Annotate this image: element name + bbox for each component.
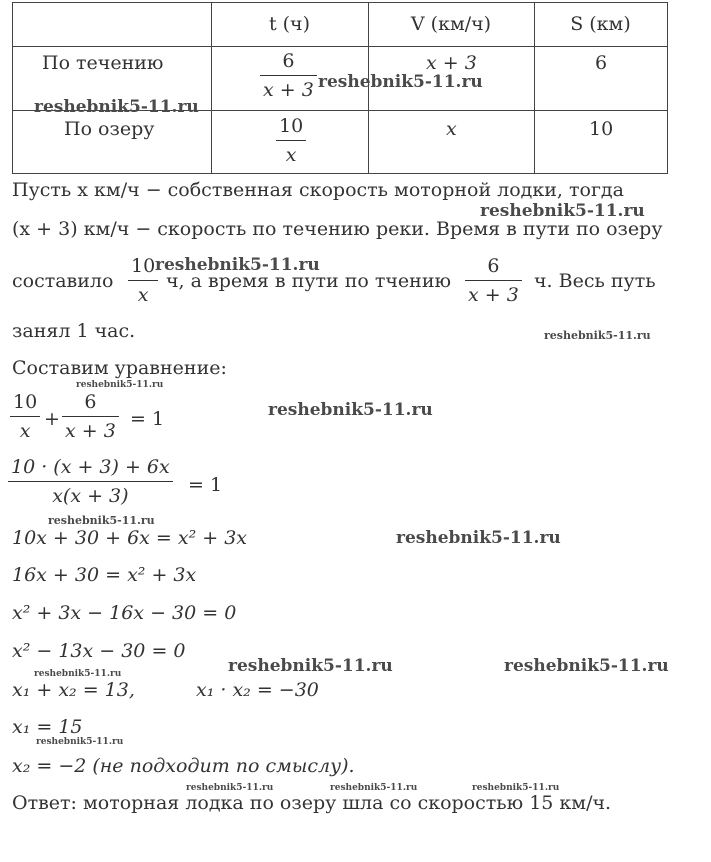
text-line-5: Составим уравнение: bbox=[12, 357, 227, 379]
text-fraction-downstream-time: 6 x + 3 bbox=[465, 256, 522, 306]
watermark: reshebnik5-11.ru bbox=[48, 514, 155, 527]
eq1-fraction-1: 10 x bbox=[10, 392, 40, 442]
eq1-rhs: = 1 bbox=[130, 408, 165, 430]
watermark: reshebnik5-11.ru bbox=[480, 201, 645, 221]
row2-speed: x bbox=[446, 118, 457, 140]
header-v: V (км/ч) bbox=[410, 13, 492, 35]
table-border-left bbox=[12, 2, 13, 174]
eq7-vieta-sum: x₁ + x₂ = 13, bbox=[12, 679, 135, 701]
eq2-fraction: 10 · (x + 3) + 6x x(x + 3) bbox=[8, 457, 173, 507]
eq9-root-2: x₂ = −2 (не подходит по смыслу). bbox=[12, 755, 355, 777]
eq2-rhs: = 1 bbox=[188, 474, 223, 496]
eq1-plus: + bbox=[44, 408, 60, 430]
eq3: 10x + 30 + 6x = x² + 3x bbox=[12, 527, 248, 549]
watermark: reshebnik5-11.ru bbox=[76, 380, 164, 390]
eq8-root-1: x₁ = 15 bbox=[12, 716, 83, 738]
table-border-right bbox=[667, 2, 668, 174]
watermark: reshebnik5-11.ru bbox=[34, 97, 199, 117]
header-s: S (км) bbox=[570, 13, 631, 35]
text-line-3a: составило bbox=[12, 270, 114, 292]
text-line-4: занял 1 час. bbox=[12, 320, 136, 342]
watermark: reshebnik5-11.ru bbox=[155, 255, 320, 275]
header-t: t (ч) bbox=[268, 13, 311, 35]
text-fraction-lake-time: 10 x bbox=[128, 256, 158, 306]
eq6: x² − 13x − 30 = 0 bbox=[12, 640, 186, 662]
row1-distance: 6 bbox=[595, 52, 608, 74]
row1-speed: x + 3 bbox=[426, 52, 477, 74]
eq5: x² + 3x − 16x − 30 = 0 bbox=[12, 602, 237, 624]
answer-line: Ответ: моторная лодка по озеру шла со скоростью 15 км/ч. bbox=[12, 792, 612, 814]
row2-time-fraction: 10 x bbox=[276, 116, 306, 166]
watermark: reshebnik5-11.ru bbox=[228, 656, 393, 676]
text-line-3c: ч. Весь путь bbox=[534, 270, 656, 292]
row1-time-fraction: 6 x + 3 bbox=[260, 51, 317, 101]
row-label-lake: По озеру bbox=[64, 118, 155, 140]
text-line-1: Пусть x км/ч − собственная скорость моторной лодки, тогда bbox=[12, 179, 624, 201]
watermark: reshebnik5-11.ru bbox=[544, 329, 651, 342]
watermark: reshebnik5-11.ru bbox=[36, 737, 124, 747]
table-border-bottom bbox=[12, 173, 668, 174]
table-row-divider-1 bbox=[12, 46, 668, 47]
text-line-2: (x + 3) км/ч − скорость по течению реки. Время в пути по озеру bbox=[12, 218, 663, 240]
eq7-vieta-product: x₁ · x₂ = −30 bbox=[196, 679, 319, 701]
text-line-3b: ч, а время в пути по тчению bbox=[166, 270, 452, 292]
row-label-downstream: По течению bbox=[42, 52, 164, 74]
eq4: 16x + 30 = x² + 3x bbox=[12, 564, 197, 586]
watermark: reshebnik5-11.ru bbox=[318, 72, 483, 92]
watermark: reshebnik5-11.ru bbox=[396, 528, 561, 548]
watermark: reshebnik5-11.ru bbox=[268, 400, 433, 420]
watermark: reshebnik5-11.ru bbox=[34, 669, 122, 679]
watermark: reshebnik5-11.ru bbox=[504, 656, 669, 676]
watermark: reshebnik5-11.ru bbox=[330, 783, 418, 793]
eq1-fraction-2: 6 x + 3 bbox=[62, 392, 119, 442]
watermark: reshebnik5-11.ru bbox=[186, 783, 274, 793]
row2-distance: 10 bbox=[589, 118, 614, 140]
watermark: reshebnik5-11.ru bbox=[472, 783, 560, 793]
